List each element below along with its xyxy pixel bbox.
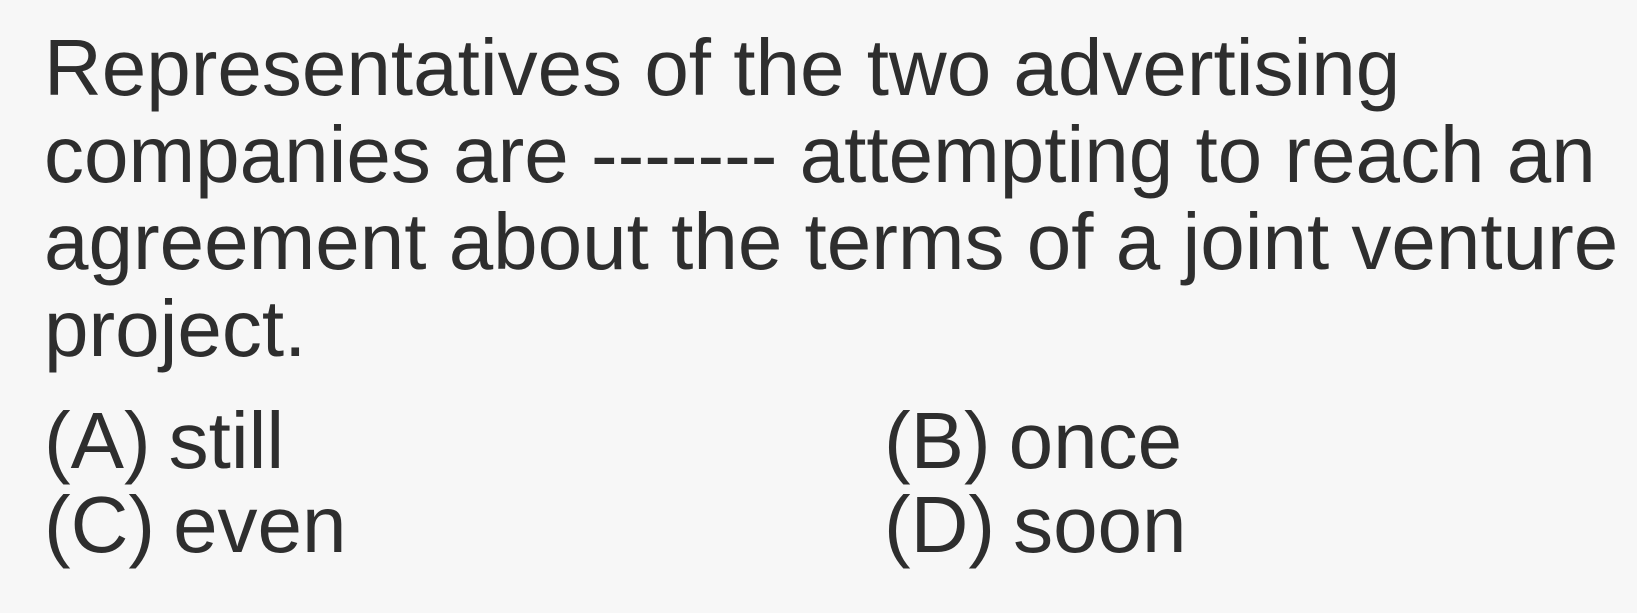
choice-d-text: soon	[1013, 480, 1187, 569]
choice-a-letter: (A)	[44, 396, 151, 485]
question-line-2: companies are ------- attempting to reach an	[44, 110, 1596, 199]
choice-b[interactable]	[884, 398, 1182, 484]
choice-c-letter: (C)	[44, 480, 156, 569]
question-line-1: Representatives of the two advertising	[44, 23, 1401, 112]
choice-d-letter: (D)	[884, 480, 996, 569]
choice-a-text: still	[168, 396, 285, 485]
question-line-3: agreement about the terms of a joint venture	[44, 197, 1619, 286]
choice-c-text: even	[173, 480, 347, 569]
choice-b-text: once	[1008, 396, 1183, 485]
choice-a[interactable]	[44, 398, 284, 484]
choice-d[interactable]	[884, 482, 1187, 568]
answer-choices	[44, 398, 1544, 588]
question-line-4: project.	[44, 284, 307, 373]
choice-b-letter: (B)	[884, 396, 991, 485]
choice-c[interactable]	[44, 482, 347, 568]
question-stem	[44, 23, 1619, 373]
